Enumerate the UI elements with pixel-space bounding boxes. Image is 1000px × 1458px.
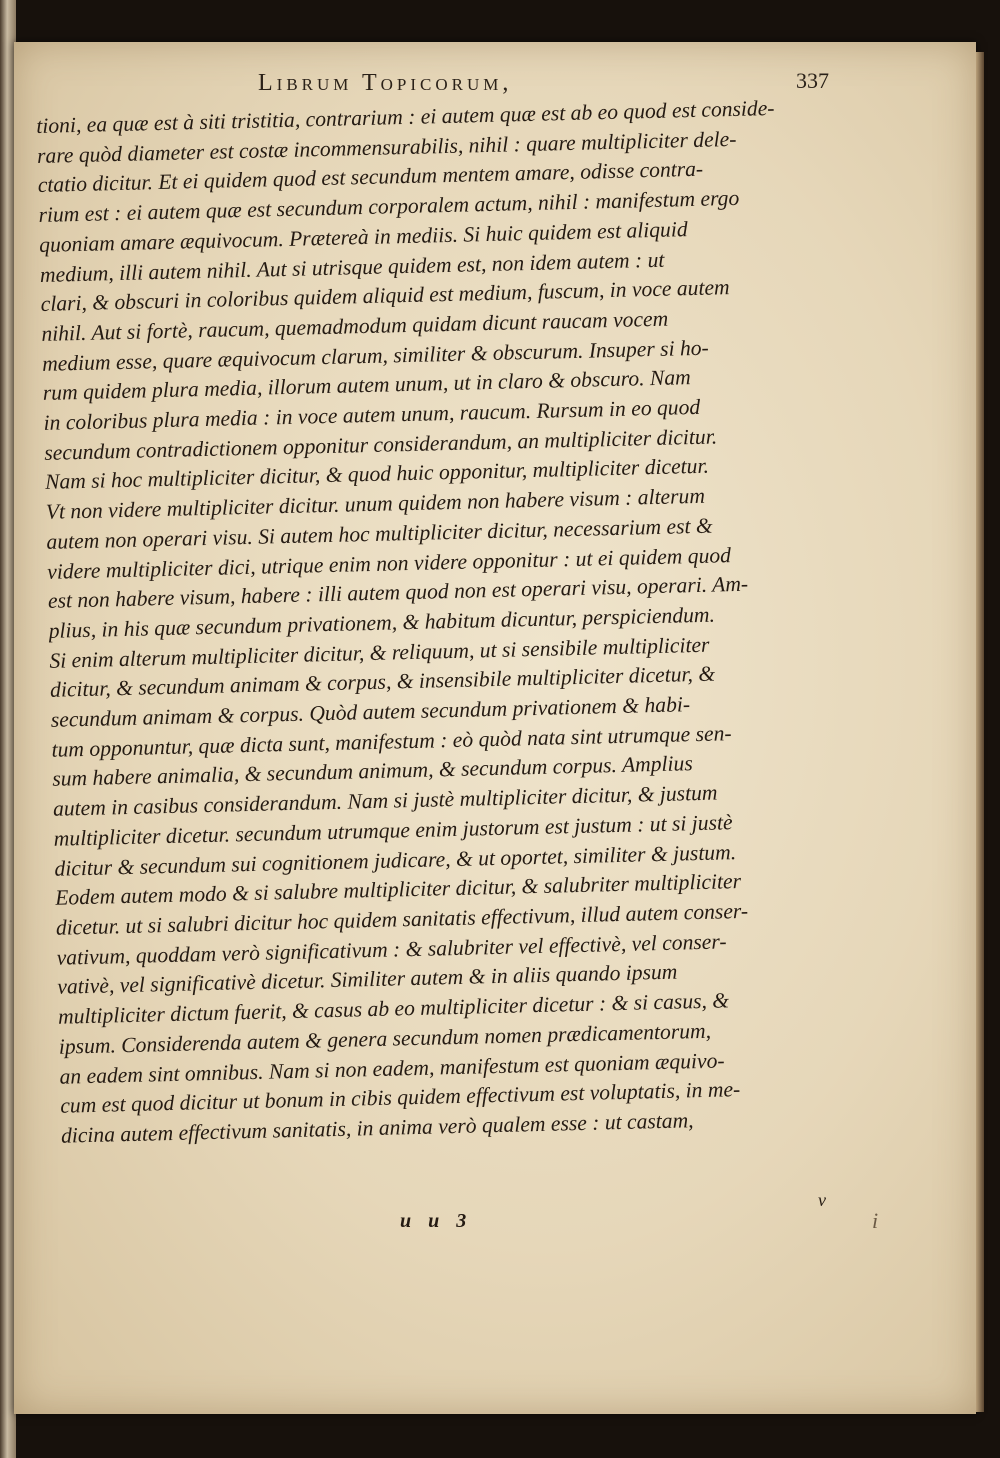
text-line: cum est quod dicitur ut bonum in cibis quidem effectivum est voluptatis, in me-	[59, 1077, 741, 1118]
text-line: an eadem sint omnibus. Nam si non eadem, manifestum est quoniam æquivo-	[59, 1047, 725, 1089]
text-line: autem in casibus considerandum. Nam si justè multipliciter dicitur, & justum	[52, 780, 718, 821]
text-line: tum opponuntur, quæ dicta sunt, manifestum : eò quòd nata sint utrumque sen-	[51, 720, 732, 762]
catchword: v	[818, 1190, 826, 1210]
text-line: vativè, vel significativè dicetur. Similiter autem & in aliis quando ipsum	[57, 959, 678, 1000]
text-line: dicitur & secundum sui cognitionem judicare, & ut oportet, similiter & justum.	[54, 839, 737, 881]
text-line: multipliciter dicetur. secundum utrumque enim justorum est justum : ut si justè	[53, 810, 733, 851]
text-line: dicitur, & secundum animam & corpus, & insensibile multipliciter dicetur, &	[49, 661, 716, 703]
text-line: est non habere visum, habere : illi autem quod non est operari visu, operari. Am-	[47, 571, 749, 614]
text-line: medium, illi autem nihil. Aut si utrisque quidem est, non idem autem : ut	[39, 247, 665, 287]
running-head: Librum Topicorum,	[258, 70, 513, 96]
text-line: dicina autem effectivum sanitatis, in anima verò qualem esse : ut castam,	[60, 1108, 694, 1148]
text-line: rum quidem plura media, illorum autem unum, ut in claro & obscuro. Nam	[42, 365, 691, 406]
text-line: plius, in his quæ secundum privationem, & habitum dicuntur, perspiciendum.	[48, 602, 716, 643]
signature-mark: u u 3	[400, 1210, 473, 1232]
text-line: sum habere animalia, & secundum animum, & secundum corpus. Amplius	[52, 751, 693, 792]
page-fore-edge	[976, 52, 984, 1412]
text-line: dicetur. ut si salubri dicitur hoc quidem sanitatis effectivum, illud autem conser-	[55, 898, 749, 940]
text-line: ipsum. Considerenda autem & genera secundum nomen prædicamentorum,	[58, 1018, 712, 1059]
text-line: tioni, ea quæ est à siti tristitia, contrarium : ei autem quæ est ab eo quod est conside-	[36, 95, 775, 138]
text-line: vativum, quoddam verò significativum : & salubriter vel effectivè, vel conser-	[56, 929, 727, 970]
text-line: Nam si hoc multipliciter dicitur, & quod huic opponitur, multipliciter dicetur.	[44, 454, 710, 495]
margin-mark: i	[872, 1208, 879, 1233]
text-line: rare quòd diameter est costæ incommensurabilis, nihil : quare multipliciter dele-	[36, 126, 737, 168]
text-line: multipliciter dictum fuerit, & casus ab eo multipliciter dicetur : & si casus, &	[57, 988, 730, 1029]
text-line: medium esse, quare æquivocum clarum, similiter & obscurum. Insuper si ho-	[41, 335, 709, 376]
text-line: in coloribus plura media : in voce autem unum, raucum. Rursum in eo quod	[43, 394, 701, 435]
text-line: Vt non videre multipliciter dicitur. unum quidem non habere visum : alterum	[45, 483, 706, 525]
page-number: 337	[796, 68, 829, 93]
text-line: videre multipliciter dici, utrique enim non videre opponitur : ut ei quidem quod	[46, 542, 732, 584]
text-line: clari, & obscuri in coloribus quidem aliquid est medium, fuscum, in voce autem	[40, 275, 730, 317]
text-line: nihil. Aut si fortè, raucum, quemadmodum quidam dicunt raucam vocem	[41, 306, 669, 346]
text-line: rium est : ei autem quæ est secundum corporalem actum, nihil : manifestum ergo	[38, 185, 740, 228]
text-line: secundum animam & corpus. Quòd autem secundum privationem & habi-	[50, 692, 691, 732]
text-line: Eodem autem modo & si salubre multipliciter dicitur, & salubriter multipliciter	[54, 869, 742, 911]
text-line: ctatio dicitur. Et ei quidem quod est secundum mentem amare, odisse contra-	[37, 157, 704, 198]
text-line: Si enim alterum multipliciter dicitur, & reliquum, ut si sensibile multipliciter	[49, 632, 710, 673]
body-text	[36, 92, 877, 1151]
text-line: quoniam amare æquivocum. Prætereà in mediis. Si huic quidem est aliquid	[38, 216, 688, 257]
text-line: secundum contradictionem opponitur considerandum, an multipliciter dicitur.	[44, 424, 718, 465]
text-line: autem non operari visu. Si autem hoc multipliciter dicitur, necessarium est &	[46, 513, 713, 554]
